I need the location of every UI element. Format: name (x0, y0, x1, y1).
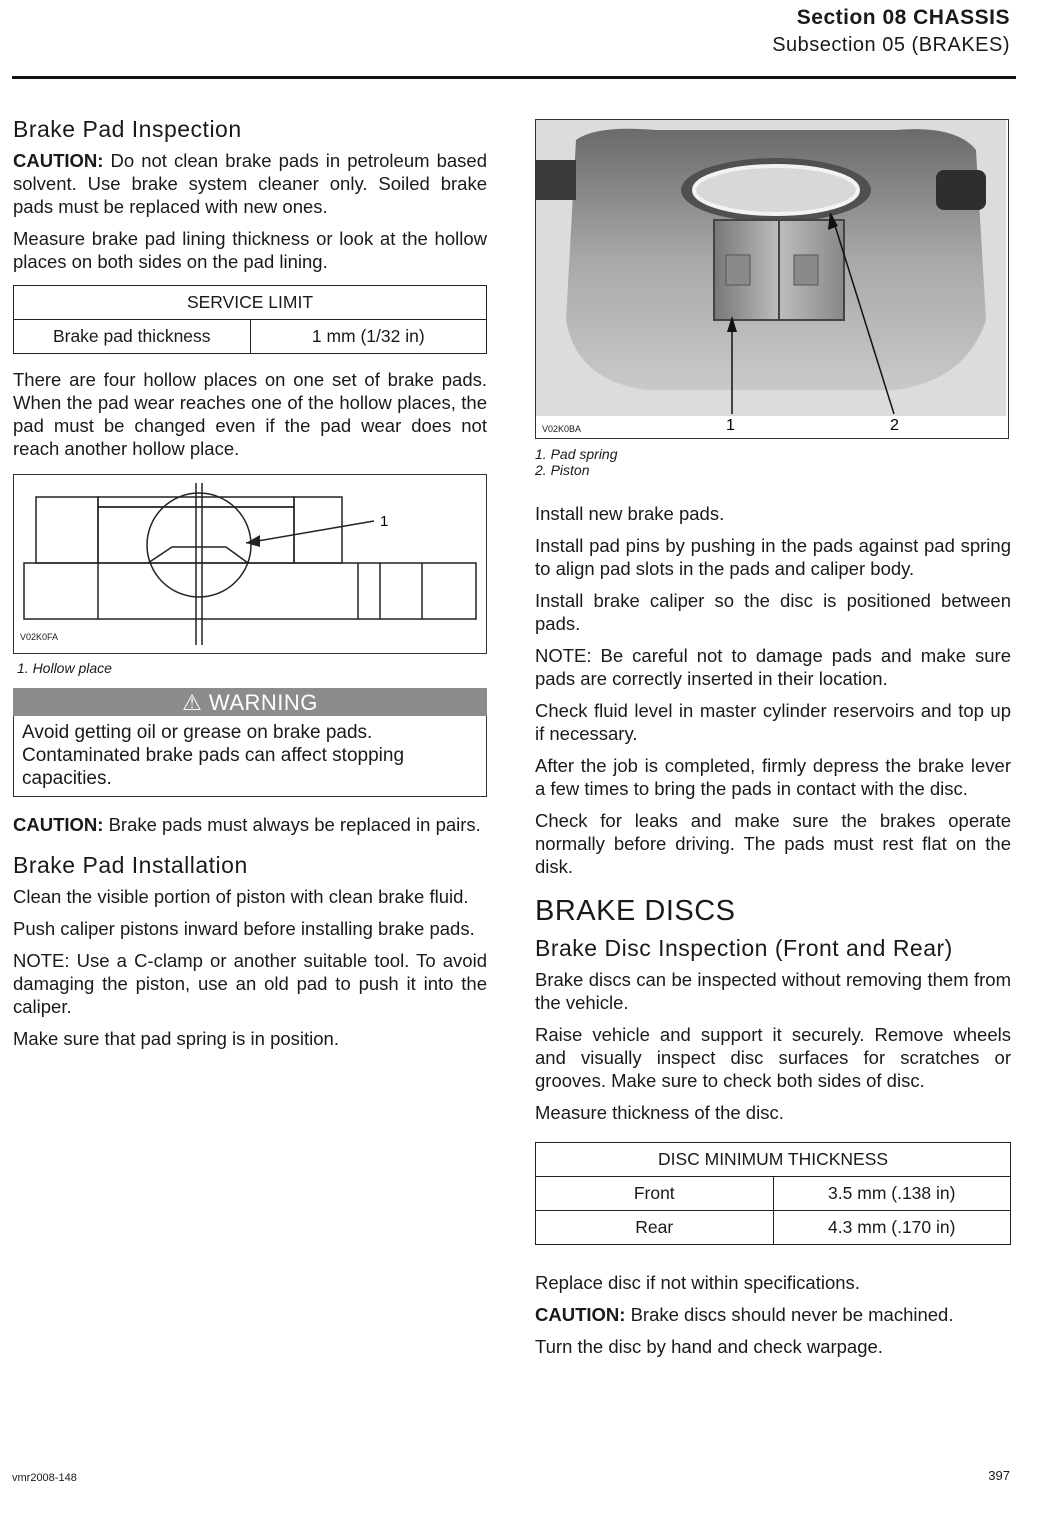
figure-legend: 1. Hollow place (17, 660, 112, 676)
note-label: NOTE: (13, 950, 70, 971)
caution-label: CAUTION: (13, 150, 104, 171)
note-paragraph-2 (535, 644, 1011, 690)
figure-callout-1: 1 (380, 513, 389, 530)
install-paragraph-new-pads: Install new brake pads. (535, 503, 725, 524)
disc-thickness-table (535, 1142, 1011, 1245)
caution-text: Brake discs should never be machined. (625, 1304, 954, 1325)
figure-callout-2: 2 (890, 417, 899, 434)
brake-pad-diagram (14, 475, 484, 651)
subsection-title: Subsection 05 (BRAKES) (772, 34, 1010, 56)
disc-paragraph-4: Replace disc if not within specifications. (535, 1272, 860, 1293)
depress-paragraph: After the job is completed, firmly depress the brake lever a few times to bring the pads in contact with the disc. (535, 755, 1011, 799)
disc-table-rear-value: 4.3 mm (.170 in) (773, 1211, 1011, 1245)
disc-table-front-label: Front (536, 1177, 774, 1211)
warning-title: ⚠ WARNING (13, 688, 487, 716)
caution-label: CAUTION: (13, 814, 104, 835)
heading-brake-discs: BRAKE DISCS (535, 895, 736, 927)
hollow-place-figure (13, 474, 487, 654)
warning-box (13, 688, 487, 797)
note-label: NOTE: (535, 645, 592, 666)
caliper-photo (536, 120, 1006, 436)
caution-paragraph-3 (535, 1303, 1011, 1326)
disc-table-front-value: 3.5 mm (.138 in) (773, 1177, 1011, 1211)
leaks-paragraph: Check for leaks and make sure the brakes operate normally before driving. The pads must rest flat on the disk. (535, 810, 1011, 877)
note-paragraph-1 (13, 949, 487, 1018)
right-column (535, 502, 1011, 1367)
heading-brake-pad-inspection: Brake Pad Inspection (13, 116, 242, 142)
header-rule (12, 76, 1016, 79)
pad-spring-figure (535, 119, 1009, 439)
warning-text: Avoid getting oil or grease on brake pads. Contaminated brake pads can affect stopping capacities. (13, 716, 487, 797)
install-paragraph-2: Push caliper pistons inward before installing brake pads. (13, 918, 475, 939)
fluid-paragraph: Check fluid level in master cylinder reservoirs and top up if necessary. (535, 700, 1011, 744)
legend-item-pad-spring: 1. Pad spring (535, 446, 618, 462)
heading-brake-pad-installation: Brake Pad Installation (13, 852, 248, 878)
figure-callout-1: 1 (726, 417, 735, 434)
install-paragraph-caliper: Install brake caliper so the disc is positioned between pads. (535, 590, 1011, 634)
document-id: vmr2008-148 (12, 1472, 77, 1484)
service-limit-value: 1 mm (1/32 in) (250, 320, 487, 354)
disc-paragraph-3: Measure thickness of the disc. (535, 1102, 784, 1123)
figure-code: V02K0BA (542, 424, 582, 434)
disc-paragraph-1: Brake discs can be inspected without removing them from the vehicle. (535, 969, 1011, 1013)
measure-paragraph: Measure brake pad lining thickness or look at the hollow places on both sides on the pad lining. (13, 228, 487, 272)
disc-table-title: DISC MINIMUM THICKNESS (536, 1143, 1011, 1177)
disc-table-rear-label: Rear (536, 1211, 774, 1245)
caution-text: Do not clean brake pads in petroleum based solvent. Use brake system cleaner only. Soiled brake pads must be replaced with new ones. (13, 150, 487, 217)
disc-paragraph-5: Turn the disc by hand and check warpage. (535, 1336, 883, 1357)
note-text: Use a C-clamp or another suitable tool. To avoid damaging the piston, use an old pad to push it into the caliper. (13, 950, 487, 1017)
section-title: Section 08 CHASSIS (796, 6, 1010, 29)
figure-legend (535, 446, 618, 478)
caution-paragraph-1 (13, 149, 487, 218)
legend-item-piston: 2. Piston (535, 462, 590, 478)
install-paragraph-pad-pins: Install pad pins by pushing in the pads against pad spring to align pad slots in the pads and caliper body. (535, 535, 1011, 579)
heading-brake-disc-inspection: Brake Disc Inspection (Front and Rear) (535, 935, 953, 961)
service-limit-table (13, 285, 487, 354)
caution-text: Brake pads must always be replaced in pairs. (103, 814, 481, 835)
caution-paragraph-2 (13, 813, 487, 836)
install-paragraph-3: Make sure that pad spring is in position. (13, 1028, 339, 1049)
service-limit-label: Brake pad thickness (14, 320, 251, 354)
note-text: Be careful not to damage pads and make sure pads are correctly inserted in their location. (535, 645, 1011, 689)
hollow-paragraph: There are four hollow places on one set of brake pads. When the pad wear reaches one of the hollow places, the pad must be changed even if the pad wear does not reach another hollow place. (13, 369, 487, 459)
disc-paragraph-2: Raise vehicle and support it securely. Remove wheels and visually inspect disc surfaces for scratches or grooves. Make sure to check both sides of disc. (535, 1024, 1011, 1091)
left-column (13, 118, 487, 1059)
figure-code: V02K0FA (20, 632, 59, 642)
service-limit-title: SERVICE LIMIT (14, 286, 487, 320)
install-paragraph-1: Clean the visible portion of piston with clean brake fluid. (13, 886, 469, 907)
caution-label: CAUTION: (535, 1304, 626, 1325)
page-number: 397 (988, 1468, 1010, 1483)
